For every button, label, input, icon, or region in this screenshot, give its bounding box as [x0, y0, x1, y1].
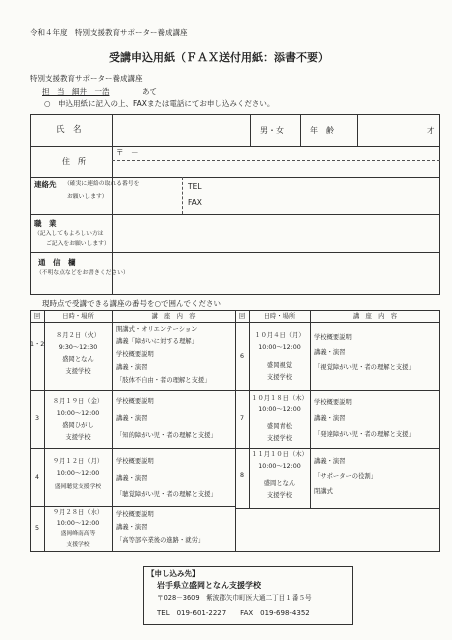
occupation-note-2: ご記入をお願いします） — [46, 241, 110, 247]
comm-field[interactable] — [116, 256, 436, 292]
tel-field[interactable] — [208, 180, 436, 194]
session-content-line: 学校概要説明 — [116, 398, 154, 405]
session-content-line: 講義・演習 — [116, 364, 148, 371]
session-content-line: 講義・演習 — [116, 475, 148, 482]
session-content-line: 学校概要説明 — [116, 351, 154, 358]
form-title: 受講申込用紙（ＦＡＸ送付用紙：添書不要） — [109, 51, 329, 64]
instruction-note: ○ 申込用紙に記入の上、FAXまたは電話にてお申し込みください。 — [44, 99, 275, 108]
session-number[interactable]: 8 — [239, 472, 244, 479]
session-date: ８月２日（火） — [55, 332, 101, 339]
session-place: 盛岡となん — [62, 356, 94, 363]
session-content-line: 閉講式 — [314, 488, 333, 495]
session-date: １０月４日（月） — [254, 332, 305, 339]
session-time: 10:00～12:00 — [56, 520, 100, 527]
age-unit: 才 — [427, 126, 435, 135]
session-content-line: 「サポーターの役割」 — [314, 473, 377, 480]
session-content-line: 学校概要説明 — [314, 399, 352, 406]
col-header-content-right: 講 座 内 容 — [352, 313, 398, 320]
session-content-line: 学校概要説明 — [116, 458, 154, 465]
schedule-instruction: 現時点で受講できる講座の番号を○で囲んでください — [42, 299, 222, 308]
comm-label: 通 信 欄 — [38, 258, 76, 267]
addressee-suffix: あて — [142, 87, 157, 96]
header-year-label: 令和４年度 特別支援教育サポーター養成講座 — [30, 28, 188, 37]
session-place-2: 支援学校 — [266, 435, 293, 442]
session-content-line: 学校概要説明 — [314, 334, 352, 341]
session-place-2: 支援学校 — [66, 542, 90, 548]
session-number[interactable]: 5 — [34, 525, 39, 532]
tel-label: TEL — [188, 182, 202, 191]
comm-note: （不明な点などをお書きください） — [36, 270, 129, 276]
col-header-content: 講 座 内 容 — [151, 313, 196, 320]
fax-field[interactable] — [208, 196, 436, 210]
session-time: 10:00～12:00 — [258, 406, 301, 413]
session-place: 盛岡ひがし — [62, 422, 94, 429]
session-content-line: 講義・演習 — [314, 458, 346, 465]
name-label: 氏 名 — [56, 125, 82, 135]
contact-note-2: お願いします） — [67, 194, 108, 200]
address-label: 住 所 — [62, 157, 86, 166]
session-date: ９月１２日（月） — [52, 458, 104, 465]
session-time: 10:00～12:00 — [258, 463, 301, 470]
contact-address: 〒028－3609 紫波郡矢巾町医大通二丁目１番５号 — [157, 594, 312, 602]
session-number[interactable]: 1・2 — [30, 341, 45, 348]
session-place-2: 支援学校 — [266, 374, 293, 381]
session-place: 盛岡聴覚支援学校 — [54, 484, 102, 490]
session-place-2: 支援学校 — [65, 434, 91, 441]
session-content-line: 「発達障がい児・者の理解と支援」 — [314, 431, 415, 438]
session-place: 盛岡となん — [263, 480, 296, 487]
col-header-num-right: 回 — [238, 313, 246, 320]
session-content-line: 「知的障がい児・者の理解と支援」 — [116, 432, 217, 439]
contact-heading: 【申し込み先】 — [147, 569, 200, 578]
session-time: 10:00～12:00 — [56, 470, 100, 477]
session-time: 9:30～12:30 — [58, 344, 98, 351]
session-content-line: 講義・演習 — [314, 415, 346, 422]
session-number[interactable]: 6 — [239, 353, 244, 360]
col-header-num: 回 — [33, 313, 41, 320]
occupation-label: 職 業 — [34, 219, 57, 228]
session-time: 10:00～12:00 — [56, 410, 100, 417]
session-date: ８月１９日（金） — [52, 398, 104, 405]
session-number[interactable]: 4 — [34, 474, 39, 481]
session-content-line: 講義・演習 — [116, 524, 148, 531]
session-content-line: 講義・演習 — [116, 415, 148, 422]
session-content-line: 開講式・オリエンテーション — [116, 326, 198, 333]
session-place: 盛岡青松 — [266, 423, 293, 430]
col-header-datetime: 日時・場所 — [62, 313, 94, 320]
session-date: １０月１８日（木） — [251, 395, 308, 402]
session-number[interactable]: 3 — [34, 415, 39, 422]
session-place-2: 支援学校 — [65, 368, 91, 375]
addressee-org: 特別支援教育サポーター養成講座 — [30, 74, 143, 83]
session-content-line: 講義・演習 — [314, 349, 346, 356]
occupation-note-1: （記入してもよろしい方は — [34, 231, 104, 237]
name-field[interactable] — [116, 118, 248, 144]
session-place: 盛岡視覚 — [266, 362, 293, 369]
session-time: 10:00～12:00 — [258, 344, 301, 351]
session-place: 盛岡峰南高等 — [60, 531, 96, 537]
gender-label[interactable]: 男・女 — [260, 126, 284, 135]
contact-label: 連絡先 — [34, 180, 57, 189]
session-content-line: 「肢体不自由・者の理解と支援」 — [116, 377, 211, 384]
session-content-line: 「聴覚障がい児・者の理解と支援」 — [116, 491, 217, 498]
fax-label: FAX — [188, 198, 202, 207]
occupation-field[interactable] — [116, 218, 436, 248]
contact-note-1: （確実に連絡の取れる番号を — [64, 181, 140, 187]
session-content-line: 講義「障がいに対する理解」 — [116, 338, 198, 345]
age-field[interactable] — [360, 118, 424, 144]
session-content-line: 「視覚障がい児・者の理解と支援」 — [314, 364, 415, 371]
addressee-person: 担 当 細井 一浩 — [42, 87, 110, 96]
session-content-line: 「高等部卒業後の進路・就労」 — [116, 537, 205, 544]
session-place-2: 支援学校 — [266, 492, 293, 499]
col-header-datetime-right: 日時・場所 — [263, 313, 296, 320]
contact-tel-fax: TEL 019-601-2227 FAX 019-698-4352 — [157, 609, 310, 617]
address-field[interactable] — [116, 161, 436, 175]
session-content-line: 学校概要説明 — [116, 511, 154, 518]
age-label: 年 齢 — [310, 126, 334, 135]
session-date: ９月２８日（水） — [52, 509, 104, 516]
postal-mark: 〒 － — [116, 148, 139, 157]
session-number[interactable]: 7 — [239, 415, 244, 422]
session-date: １１月１０日（木） — [251, 451, 308, 458]
contact-school: 岩手県立盛岡となん支援学校 — [157, 581, 261, 590]
